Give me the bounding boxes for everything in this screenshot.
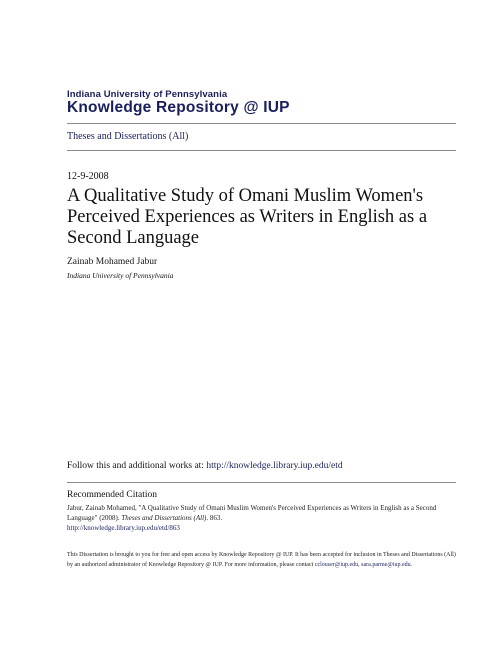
access-notice bbox=[67, 550, 457, 570]
repository-name[interactable]: Knowledge Repository @ IUP bbox=[67, 99, 290, 116]
notice-separator: , bbox=[358, 562, 362, 568]
contact-email-link-2[interactable]: sara.parme@iup.edu bbox=[361, 562, 411, 568]
document-date: 12-9-2008 bbox=[67, 171, 109, 182]
citation-heading: Recommended Citation bbox=[67, 490, 157, 500]
document-title: A Qualitative Study of Omani Muslim Women's Perceived Experiences as Writers in English as a Second Language bbox=[67, 186, 428, 248]
collection-link[interactable]: Theses and Dissertations (All) bbox=[67, 131, 189, 142]
divider-top bbox=[67, 123, 456, 124]
citation-text: Jabur, Zainab Mohamed, "A Qualitative Study of Omani Muslim Women's Perceived Experiences as Writers in English as a Second Language" (2008). bbox=[67, 504, 437, 522]
institution-name[interactable]: Indiana University of Pennsylvania bbox=[67, 89, 228, 100]
follow-text: Follow this and additional works at: bbox=[67, 461, 207, 471]
notice-text: This Dissertation is brought to you for free and open access by Knowledge Repository @ IUP. It has been accepted for inclusion in Theses and Dissertations (All) by an authorized administrator of Knowledge Repository @ IUP. For more information, please contact bbox=[67, 552, 456, 568]
author-name: Zainab Mohamed Jabur bbox=[67, 257, 158, 267]
follow-line bbox=[67, 461, 343, 471]
divider-citation bbox=[67, 482, 456, 483]
citation-link[interactable]: http://knowledge.library.iup.edu/etd/863 bbox=[67, 524, 180, 532]
divider-collection bbox=[67, 150, 456, 151]
author-affiliation: Indiana University of Pennsylvania bbox=[67, 271, 174, 280]
notice-end: . bbox=[410, 562, 413, 568]
citation-block bbox=[67, 503, 457, 533]
follow-link[interactable]: http://knowledge.library.iup.edu/etd bbox=[206, 461, 343, 471]
citation-series: Theses and Dissertations (All) bbox=[121, 514, 207, 522]
contact-email-link[interactable]: cclouser@iup.edu bbox=[314, 562, 359, 568]
citation-number: . 863. bbox=[206, 514, 223, 522]
